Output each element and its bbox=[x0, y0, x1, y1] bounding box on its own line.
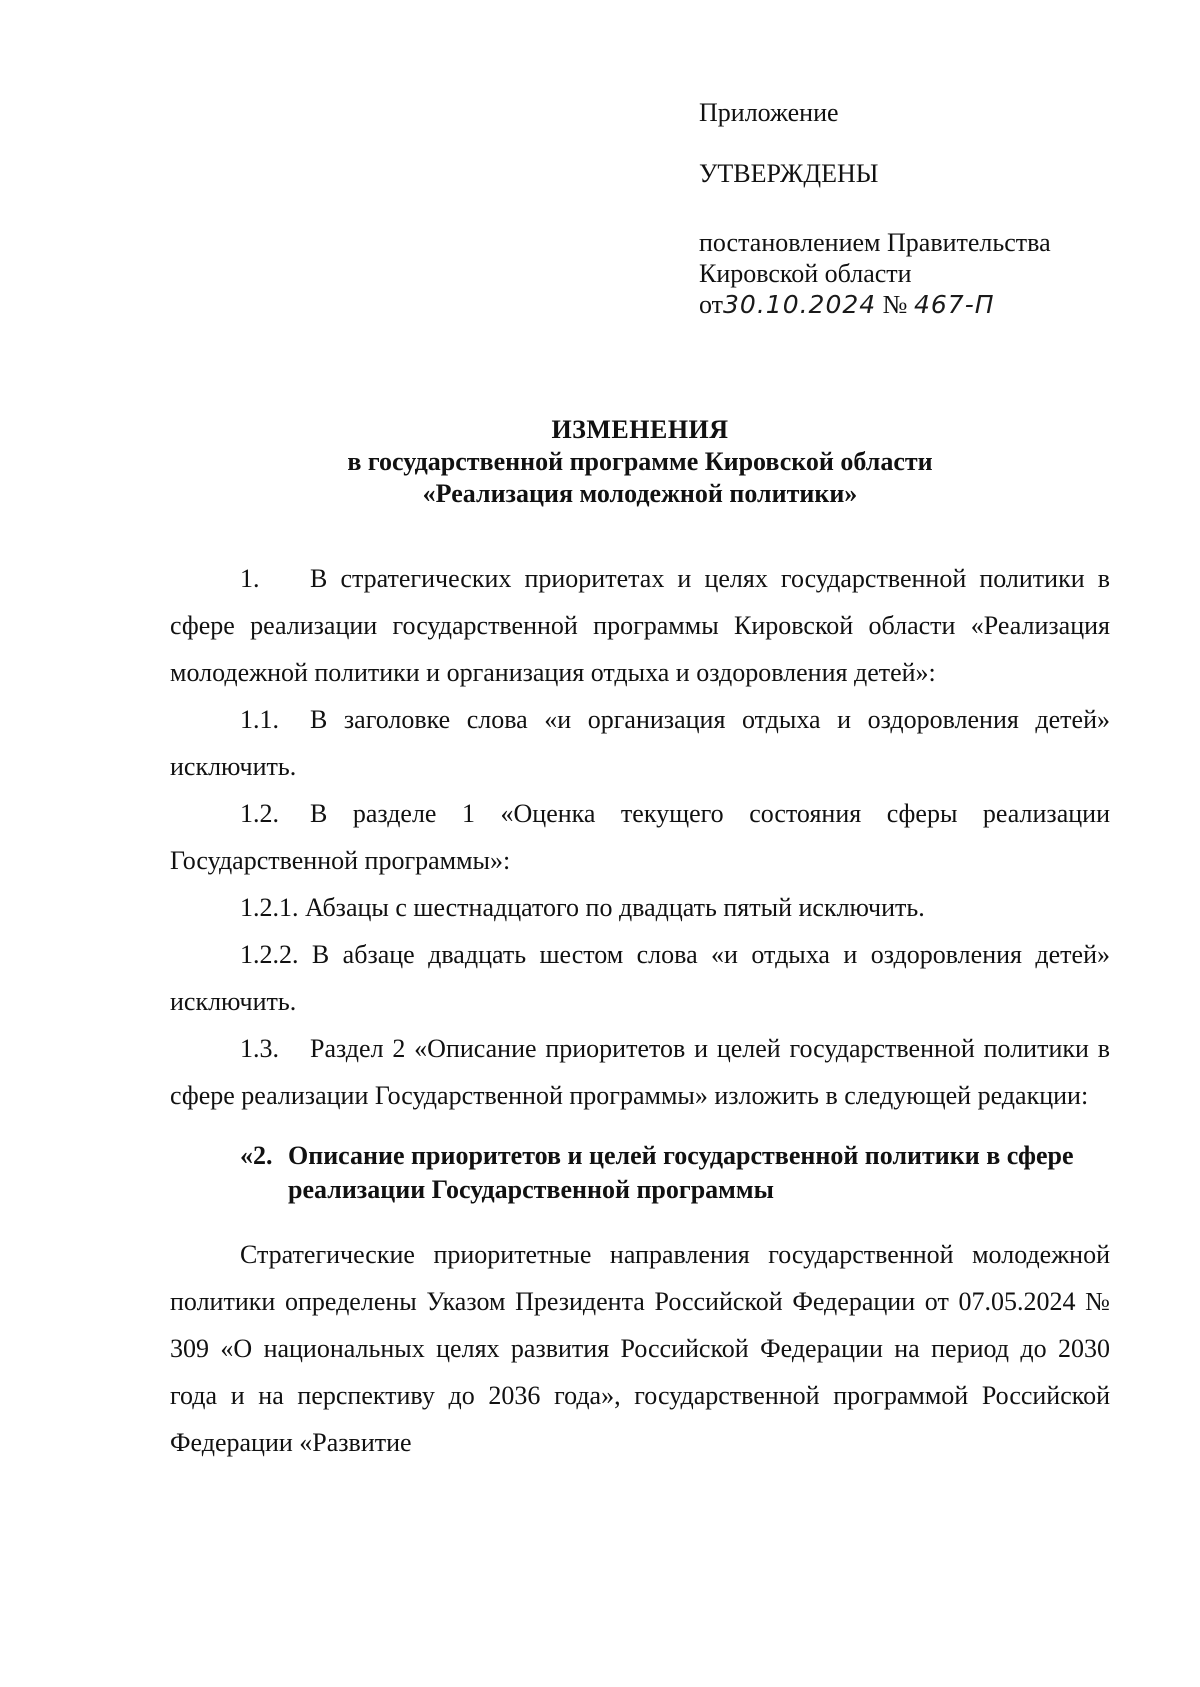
paragraph-text: Раздел 2 «Описание приоритетов и целей государственной политики в сфере реализации Государственной программы» изложить в следующей редакции: bbox=[170, 1034, 1110, 1110]
paragraph-text: В разделе 1 «Оценка текущего состояния сферы реализации Государственной программы»: bbox=[170, 799, 1110, 875]
decree-date-line bbox=[699, 289, 1139, 320]
paragraph-text: В заголовке слова «и организация отдыха и оздоровления детей» исключить. bbox=[170, 705, 1110, 781]
paragraph-1-2 bbox=[170, 790, 1110, 884]
item-number: 1.2.2. bbox=[240, 940, 299, 969]
paragraph-1 bbox=[170, 555, 1110, 696]
paragraph-text: В стратегических приоритетах и целях государственной политики в сфере реализации государственной программы Кировской области «Реализация молодежной политики и организация отдыха и оздоровления детей»: bbox=[170, 564, 1110, 687]
item-number: 1.2.1. bbox=[240, 893, 299, 922]
item-number: 1.2. bbox=[240, 799, 279, 828]
appendix-label: Приложение bbox=[699, 98, 839, 127]
paragraph-1-1 bbox=[170, 696, 1110, 790]
section-heading bbox=[240, 1139, 1110, 1207]
document-body bbox=[170, 555, 1110, 1466]
approved-by-line-2: Кировской области bbox=[699, 259, 912, 288]
paragraph-1-2-1 bbox=[170, 884, 1110, 931]
handwritten-date: 30.10.2024 bbox=[723, 290, 877, 319]
approved-label: УТВЕРЖДЕНЫ bbox=[699, 159, 879, 188]
handwritten-number: 467-П bbox=[913, 290, 995, 319]
paragraph-text: В абзаце двадцать шестом слова «и отдыха и оздоровления детей» исключить. bbox=[170, 940, 1110, 1016]
item-number: 1. bbox=[240, 564, 260, 593]
date-prefix: от bbox=[699, 290, 724, 319]
paragraph-final: Стратегические приоритетные направления государственной молодежной политики определены Указом Президента Российской Федерации от 07.05.2024 № 309 «О национальных целях развития Российской Федерации на период до 2030 года и на перспективу до 2036 года», государственной программой Российской Федерации «Развитие bbox=[170, 1240, 1110, 1457]
paragraph-text: Абзацы с шестнадцатого по двадцать пятый исключить. bbox=[305, 893, 925, 922]
item-number: 1.1. bbox=[240, 705, 279, 734]
paragraph-1-3 bbox=[170, 1025, 1110, 1119]
section-heading-text: Описание приоритетов и целей государственной политики в сфере реализации Государственной программы bbox=[288, 1141, 1074, 1204]
paragraph-1-2-2 bbox=[170, 931, 1110, 1025]
section-number: «2. bbox=[240, 1141, 273, 1170]
title-line-2: в государственной программе Кировской области bbox=[347, 447, 933, 476]
item-number: 1.3. bbox=[240, 1034, 279, 1063]
approval-block bbox=[699, 97, 1139, 320]
document-title bbox=[170, 414, 1110, 510]
approved-by-line-1: постановлением Правительства bbox=[699, 228, 1051, 257]
title-line-3: «Реализация молодежной политики» bbox=[422, 479, 858, 508]
title-main: ИЗМЕНЕНИЯ bbox=[551, 415, 729, 444]
number-sign: № bbox=[882, 290, 908, 319]
